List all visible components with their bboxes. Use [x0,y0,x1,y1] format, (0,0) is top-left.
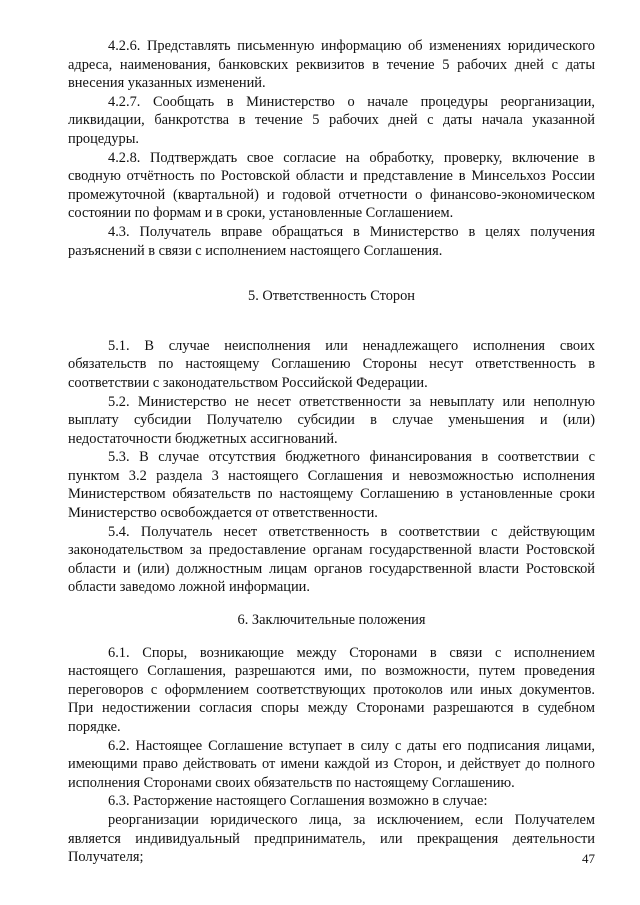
clause-4-3: 4.3. Получатель вправе обращаться в Министерство в целях получения разъяснений в связи с исполнением настоящего Соглашения. [68,223,595,259]
clause-5-1: 5.1. В случае неисполнения или ненадлежащего исполнения своих обязательств по настоящему Соглашению Стороны несут ответственность в соответствии с законодательством Российской Федерации. [68,337,595,391]
clause-6-3-item: реорганизации юридического лица, за исключением, если Получателем является индивидуальный предприниматель, или прекращения деятельности Получателя; [68,811,595,866]
clause-5-3: 5.3. В случае отсутствия бюджетного финансирования в соответствии с пунктом 3.2 раздела 3 настоящего Соглашения и невозможностью исполнения Министерством обязательств по настоящему Соглашению в установленные сроки Министерство освобождается от ответственности. [68,449,595,522]
clause-6-2: 6.2. Настоящее Соглашение вступает в силу с даты его подписания лицами, имеющими право действовать от имени каждой из Сторон, и действует до полного исполнения Сторонами своих обязательств по настоящему Соглашению. [68,737,595,791]
section-5-heading: 5. Ответственность Сторон [248,288,415,305]
clause-5-2: 5.2. Министерство не несет ответственности за невыплату или неполную выплату субсидии Получателю субсидии в случае уменьшения и (или) недостаточности бюджетных ассигнований. [68,393,595,447]
clause-4-2-7: 4.2.7. Сообщать в Министерство о начале процедуры реорганизации, ликвидации, банкротства в течение 5 рабочих дней с даты начала указанной процедуры. [68,93,595,147]
section-6-heading: 6. Заключительные положения [237,612,426,629]
document-body [68,37,595,867]
clause-5-4: 5.4. Получатель несет ответственность в соответствии с действующим законодательством за предоставление органам государственной власти Ростовской области и (или) должностным лицам органов государственной власти Ростовской области заведомо ложной информации. [68,523,595,596]
clause-4-2-6: 4.2.6. Представлять письменную информацию об изменениях юридического адреса, наименования, банковских реквизитов в течение 5 рабочих дней с даты внесения указанных изменений. [68,38,595,92]
page-number: 47 [582,851,595,866]
clause-4-2-8: 4.2.8. Подтверждать свое согласие на обработку, проверку, включение в сводную отчётность по Ростовской области и представление в Минсельхоз России промежуточной (квартальной) и годовой отчетности о финансово-экономическом состоянии по формам и в сроки, установленные Соглашением. [68,149,595,222]
clause-6-1: 6.1. Споры, возникающие между Сторонами в связи с исполнением настоящего Соглашения, разрешаются ими, по возможности, путем проведения переговоров с оформлением соответствующих протоколов или иных документов. При недостижении согласия споры между Сторонами разрешаются в судебном порядке. [68,644,595,735]
clause-6-3: 6.3. Расторжение настоящего Соглашения возможно в случае: [108,793,488,810]
